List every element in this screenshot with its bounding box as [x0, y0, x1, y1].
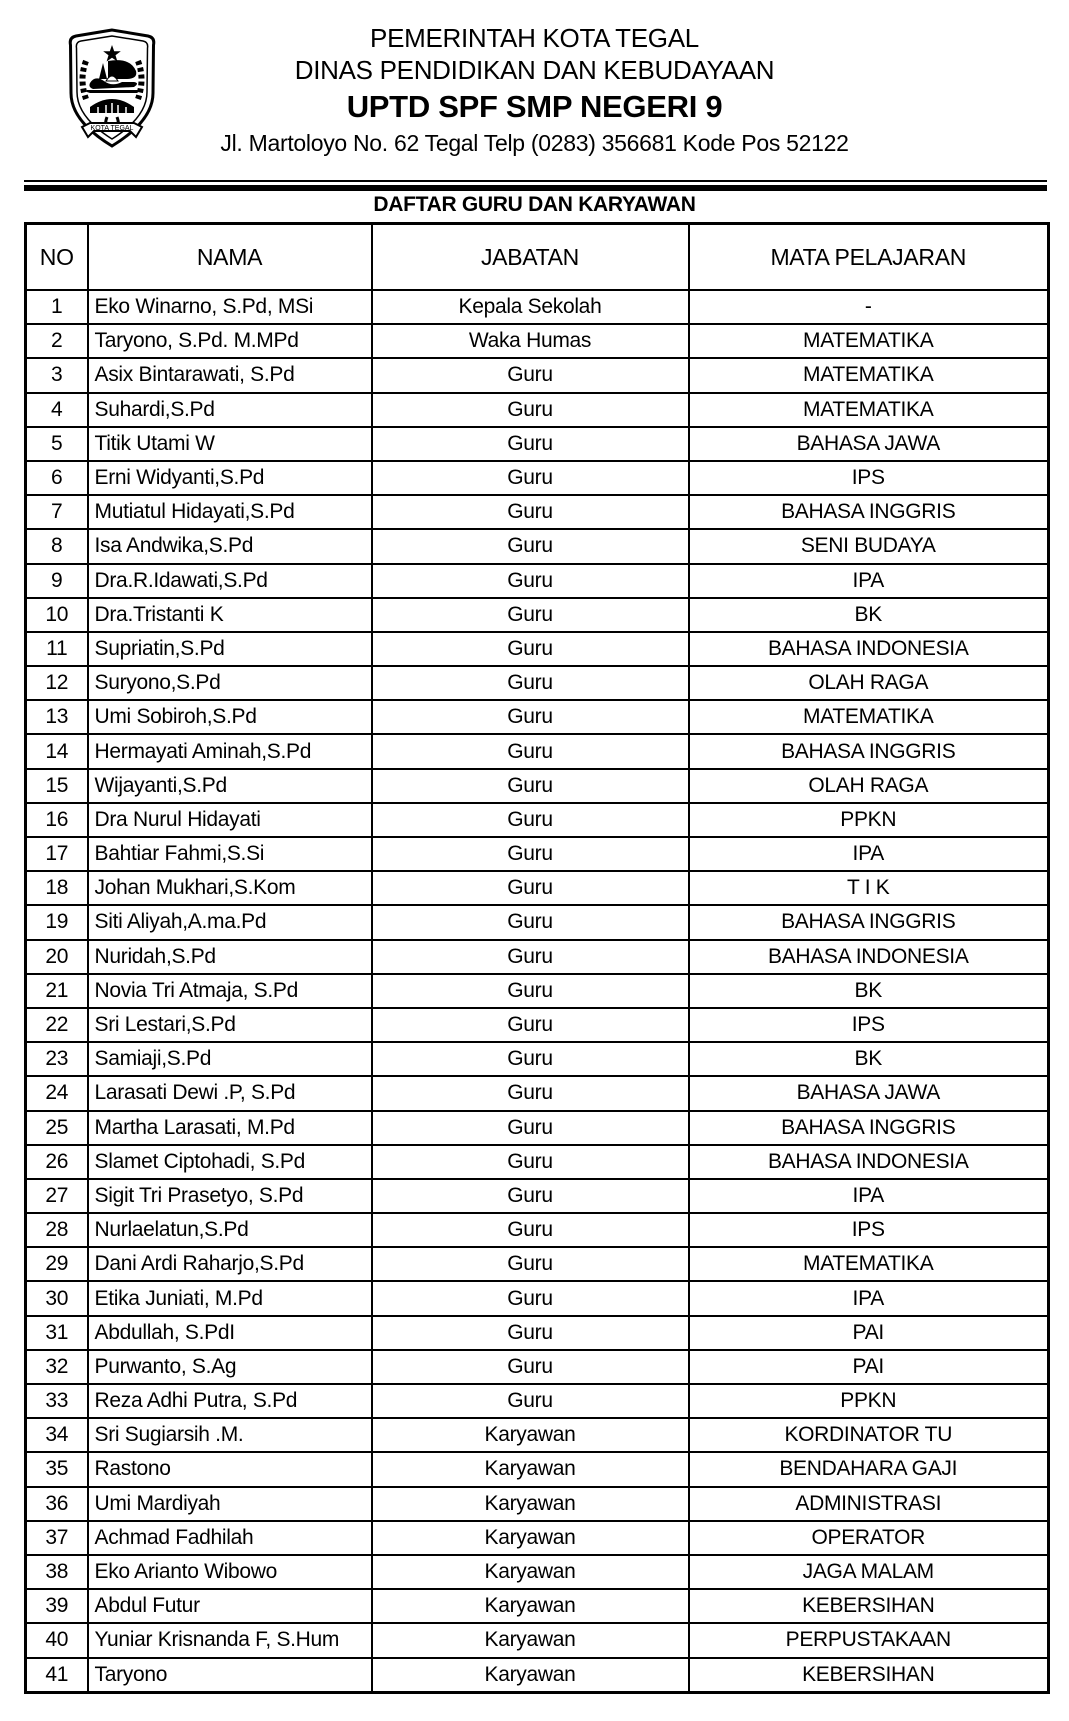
letterhead: [0, 22, 1069, 158]
row-mata-pelajaran: OLAH RAGA: [689, 666, 1049, 700]
row-jabatan: Guru: [372, 1281, 689, 1315]
divider-thin-line: [24, 180, 1047, 182]
table-row: [26, 1418, 1049, 1452]
row-no: 15: [26, 769, 88, 803]
table-row: [26, 632, 1049, 666]
row-no: 33: [26, 1384, 88, 1418]
table-row: [26, 871, 1049, 905]
row-nama: Dra.R.Idawati,S.Pd: [88, 564, 372, 598]
row-mata-pelajaran: KORDINATOR TU: [689, 1418, 1049, 1452]
row-mata-pelajaran: BAHASA INDONESIA: [689, 940, 1049, 974]
row-mata-pelajaran: MATEMATIKA: [689, 324, 1049, 358]
row-no: 17: [26, 837, 88, 871]
row-nama: Suhardi,S.Pd: [88, 393, 372, 427]
row-nama: Hermayati Aminah,S.Pd: [88, 734, 372, 768]
row-nama: Nuridah,S.Pd: [88, 940, 372, 974]
table-row: [26, 1589, 1049, 1623]
table-body: [26, 290, 1049, 1692]
school-name: UPTD SPF SMP NEGERI 9: [346, 89, 723, 124]
row-mata-pelajaran: BAHASA JAWA: [689, 1076, 1049, 1110]
row-mata-pelajaran: BAHASA INGGRIS: [689, 495, 1049, 529]
row-nama: Suryono,S.Pd: [88, 666, 372, 700]
row-no: 25: [26, 1111, 88, 1145]
row-jabatan: Guru: [372, 529, 689, 563]
row-mata-pelajaran: MATEMATIKA: [689, 1247, 1049, 1281]
row-no: 32: [26, 1350, 88, 1384]
row-no: 6: [26, 461, 88, 495]
row-mata-pelajaran: IPS: [689, 1213, 1049, 1247]
row-no: 8: [26, 529, 88, 563]
row-no: 16: [26, 803, 88, 837]
row-no: 21: [26, 974, 88, 1008]
row-no: 12: [26, 666, 88, 700]
row-nama: Bahtiar Fahmi,S.Si: [88, 837, 372, 871]
row-mata-pelajaran: PERPUSTAKAAN: [689, 1623, 1049, 1657]
row-nama: Umi Mardiyah: [88, 1487, 372, 1521]
row-jabatan: Guru: [372, 1350, 689, 1384]
table-row: [26, 1213, 1049, 1247]
table-row: [26, 734, 1049, 768]
row-nama: Dra Nurul Hidayati: [88, 803, 372, 837]
row-mata-pelajaran: PAI: [689, 1350, 1049, 1384]
row-no: 11: [26, 632, 88, 666]
row-no: 4: [26, 393, 88, 427]
table-row: [26, 1623, 1049, 1657]
row-no: 39: [26, 1589, 88, 1623]
row-no: 41: [26, 1658, 88, 1693]
row-no: 38: [26, 1555, 88, 1589]
row-nama: Dani Ardi Raharjo,S.Pd: [88, 1247, 372, 1281]
row-jabatan: Guru: [372, 803, 689, 837]
row-nama: Larasati Dewi .P, S.Pd: [88, 1076, 372, 1110]
row-mata-pelajaran: OPERATOR: [689, 1521, 1049, 1555]
row-nama: Abdul Futur: [88, 1589, 372, 1623]
row-mata-pelajaran: BK: [689, 974, 1049, 1008]
row-nama: Purwanto, S.Ag: [88, 1350, 372, 1384]
table-row: [26, 1316, 1049, 1350]
row-mata-pelajaran: BK: [689, 598, 1049, 632]
header-row: [26, 224, 1049, 291]
row-nama: Erni Widyanti,S.Pd: [88, 461, 372, 495]
row-jabatan: Guru: [372, 905, 689, 939]
row-mata-pelajaran: ADMINISTRASI: [689, 1487, 1049, 1521]
table-row: [26, 1111, 1049, 1145]
row-jabatan: Guru: [372, 940, 689, 974]
row-no: 36: [26, 1487, 88, 1521]
row-mata-pelajaran: KEBERSIHAN: [689, 1589, 1049, 1623]
table-row: [26, 666, 1049, 700]
row-nama: Slamet Ciptohadi, S.Pd: [88, 1145, 372, 1179]
row-no: 31: [26, 1316, 88, 1350]
row-jabatan: Karyawan: [372, 1452, 689, 1486]
row-jabatan: Guru: [372, 393, 689, 427]
row-jabatan: Guru: [372, 700, 689, 734]
row-jabatan: Guru: [372, 1179, 689, 1213]
row-nama: Eko Arianto Wibowo: [88, 1555, 372, 1589]
row-jabatan: Guru: [372, 461, 689, 495]
row-jabatan: Guru: [372, 769, 689, 803]
row-jabatan: Guru: [372, 495, 689, 529]
row-no: 37: [26, 1521, 88, 1555]
table-row: [26, 1384, 1049, 1418]
row-jabatan: Karyawan: [372, 1589, 689, 1623]
row-jabatan: Guru: [372, 871, 689, 905]
row-nama: Johan Mukhari,S.Kom: [88, 871, 372, 905]
table-row: [26, 1179, 1049, 1213]
row-mata-pelajaran: OLAH RAGA: [689, 769, 1049, 803]
row-mata-pelajaran: BAHASA INGGRIS: [689, 734, 1049, 768]
row-jabatan: Karyawan: [372, 1658, 689, 1693]
col-header-no: NO: [26, 224, 88, 291]
row-no: 19: [26, 905, 88, 939]
table-row: [26, 393, 1049, 427]
row-mata-pelajaran: BAHASA JAWA: [689, 427, 1049, 461]
table-row: [26, 529, 1049, 563]
row-nama: Rastono: [88, 1452, 372, 1486]
row-nama: Yuniar Krisnanda F, S.Hum: [88, 1623, 372, 1657]
row-no: 22: [26, 1008, 88, 1042]
row-no: 2: [26, 324, 88, 358]
row-mata-pelajaran: BAHASA INDONESIA: [689, 632, 1049, 666]
row-jabatan: Guru: [372, 837, 689, 871]
row-jabatan: Guru: [372, 1076, 689, 1110]
row-mata-pelajaran: SENI BUDAYA: [689, 529, 1049, 563]
row-mata-pelajaran: IPA: [689, 1179, 1049, 1213]
row-no: 34: [26, 1418, 88, 1452]
table-row: [26, 769, 1049, 803]
row-jabatan: Guru: [372, 1247, 689, 1281]
row-jabatan: Guru: [372, 1213, 689, 1247]
row-nama: Novia Tri Atmaja, S.Pd: [88, 974, 372, 1008]
row-nama: Abdullah, S.PdI: [88, 1316, 372, 1350]
row-no: 23: [26, 1042, 88, 1076]
row-mata-pelajaran: MATEMATIKA: [689, 358, 1049, 392]
department-name: DINAS PENDIDIKAN DAN KEBUDAYAAN: [294, 55, 775, 85]
table-row: [26, 1487, 1049, 1521]
row-jabatan: Guru: [372, 1145, 689, 1179]
table-row: [26, 598, 1049, 632]
table-row: [26, 564, 1049, 598]
staff-table: [24, 222, 1050, 1694]
row-no: 28: [26, 1213, 88, 1247]
row-jabatan: Guru: [372, 1316, 689, 1350]
row-mata-pelajaran: BAHASA INDONESIA: [689, 1145, 1049, 1179]
row-mata-pelajaran: BENDAHARA GAJI: [689, 1452, 1049, 1486]
row-mata-pelajaran: -: [689, 290, 1049, 324]
row-nama: Sigit Tri Prasetyo, S.Pd: [88, 1179, 372, 1213]
row-no: 3: [26, 358, 88, 392]
page-title: DAFTAR GURU DAN KARYAWAN: [373, 193, 696, 216]
row-nama: Sri Lestari,S.Pd: [88, 1008, 372, 1042]
row-no: 20: [26, 940, 88, 974]
table-row: [26, 1658, 1049, 1693]
table-row: [26, 427, 1049, 461]
row-mata-pelajaran: MATEMATIKA: [689, 393, 1049, 427]
row-jabatan: Guru: [372, 974, 689, 1008]
row-mata-pelajaran: IPA: [689, 837, 1049, 871]
row-mata-pelajaran: IPS: [689, 1008, 1049, 1042]
table-row: [26, 905, 1049, 939]
table-row: [26, 974, 1049, 1008]
row-jabatan: Guru: [372, 1384, 689, 1418]
table-row: [26, 1281, 1049, 1315]
row-no: 30: [26, 1281, 88, 1315]
row-nama: Reza Adhi Putra, S.Pd: [88, 1384, 372, 1418]
row-jabatan: Kepala Sekolah: [372, 290, 689, 324]
letterhead-divider: [24, 180, 1047, 191]
row-mata-pelajaran: BK: [689, 1042, 1049, 1076]
row-jabatan: Guru: [372, 598, 689, 632]
col-header-jabatan: JABATAN: [372, 224, 689, 291]
row-mata-pelajaran: JAGA MALAM: [689, 1555, 1049, 1589]
table-row: [26, 1555, 1049, 1589]
row-nama: Samiaji,S.Pd: [88, 1042, 372, 1076]
row-jabatan: Karyawan: [372, 1487, 689, 1521]
table-row: [26, 324, 1049, 358]
table-row: [26, 1521, 1049, 1555]
table-row: [26, 1350, 1049, 1384]
row-nama: Siti Aliyah,A.ma.Pd: [88, 905, 372, 939]
table-header: [26, 224, 1049, 291]
table-row: [26, 1008, 1049, 1042]
row-jabatan: Guru: [372, 666, 689, 700]
row-nama: Eko Winarno, S.Pd, MSi: [88, 290, 372, 324]
table-row: [26, 837, 1049, 871]
row-jabatan: Guru: [372, 427, 689, 461]
row-mata-pelajaran: PPKN: [689, 1384, 1049, 1418]
row-mata-pelajaran: PPKN: [689, 803, 1049, 837]
row-jabatan: Karyawan: [372, 1418, 689, 1452]
row-no: 10: [26, 598, 88, 632]
table-row: [26, 358, 1049, 392]
row-no: 18: [26, 871, 88, 905]
divider-thick-line: [24, 185, 1047, 191]
col-header-nama: NAMA: [88, 224, 372, 291]
row-nama: Titik Utami W: [88, 427, 372, 461]
row-nama: Taryono, S.Pd. M.MPd: [88, 324, 372, 358]
table-row: [26, 495, 1049, 529]
school-address: Jl. Martoloyo No. 62 Tegal Telp (0283) 356681 Kode Pos 52122: [220, 130, 849, 156]
row-no: 1: [26, 290, 88, 324]
row-jabatan: Guru: [372, 1042, 689, 1076]
row-mata-pelajaran: KEBERSIHAN: [689, 1658, 1049, 1693]
row-nama: Isa Andwika,S.Pd: [88, 529, 372, 563]
row-mata-pelajaran: BAHASA INGGRIS: [689, 905, 1049, 939]
row-mata-pelajaran: MATEMATIKA: [689, 700, 1049, 734]
row-no: 40: [26, 1623, 88, 1657]
row-jabatan: Karyawan: [372, 1555, 689, 1589]
row-mata-pelajaran: IPA: [689, 1281, 1049, 1315]
row-nama: Mutiatul Hidayati,S.Pd: [88, 495, 372, 529]
table-row: [26, 803, 1049, 837]
table-row: [26, 700, 1049, 734]
table-row: [26, 1042, 1049, 1076]
row-no: 13: [26, 700, 88, 734]
row-mata-pelajaran: PAI: [689, 1316, 1049, 1350]
row-jabatan: Guru: [372, 1111, 689, 1145]
row-jabatan: Karyawan: [372, 1521, 689, 1555]
table-row: [26, 290, 1049, 324]
row-no: 27: [26, 1179, 88, 1213]
row-nama: Martha Larasati, M.Pd: [88, 1111, 372, 1145]
row-nama: Asix Bintarawati, S.Pd: [88, 358, 372, 392]
table-row: [26, 461, 1049, 495]
row-mata-pelajaran: BAHASA INGGRIS: [689, 1111, 1049, 1145]
row-nama: Supriatin,S.Pd: [88, 632, 372, 666]
row-mata-pelajaran: T I K: [689, 871, 1049, 905]
row-no: 26: [26, 1145, 88, 1179]
row-mata-pelajaran: IPS: [689, 461, 1049, 495]
row-jabatan: Guru: [372, 358, 689, 392]
row-no: 35: [26, 1452, 88, 1486]
table-row: [26, 940, 1049, 974]
row-jabatan: Guru: [372, 564, 689, 598]
row-jabatan: Waka Humas: [372, 324, 689, 358]
col-header-mata-pelajaran: MATA PELAJARAN: [689, 224, 1049, 291]
row-nama: Etika Juniati, M.Pd: [88, 1281, 372, 1315]
table-row: [26, 1247, 1049, 1281]
row-no: 5: [26, 427, 88, 461]
row-nama: Dra.Tristanti K: [88, 598, 372, 632]
row-mata-pelajaran: IPA: [689, 564, 1049, 598]
government-name: PEMERINTAH KOTA TEGAL: [370, 23, 699, 53]
table-row: [26, 1076, 1049, 1110]
row-nama: Sri Sugiarsih .M.: [88, 1418, 372, 1452]
row-jabatan: Guru: [372, 632, 689, 666]
row-no: 9: [26, 564, 88, 598]
row-nama: Achmad Fadhilah: [88, 1521, 372, 1555]
row-jabatan: Guru: [372, 734, 689, 768]
row-nama: Wijayanti,S.Pd: [88, 769, 372, 803]
row-no: 24: [26, 1076, 88, 1110]
logo-banner-text: KOTA TEGAL: [90, 125, 134, 132]
row-nama: Nurlaelatun,S.Pd: [88, 1213, 372, 1247]
row-jabatan: Karyawan: [372, 1623, 689, 1657]
table-row: [26, 1145, 1049, 1179]
row-nama: Umi Sobiroh,S.Pd: [88, 700, 372, 734]
row-no: 29: [26, 1247, 88, 1281]
row-nama: Taryono: [88, 1658, 372, 1693]
row-no: 14: [26, 734, 88, 768]
table-row: [26, 1452, 1049, 1486]
row-jabatan: Guru: [372, 1008, 689, 1042]
row-no: 7: [26, 495, 88, 529]
